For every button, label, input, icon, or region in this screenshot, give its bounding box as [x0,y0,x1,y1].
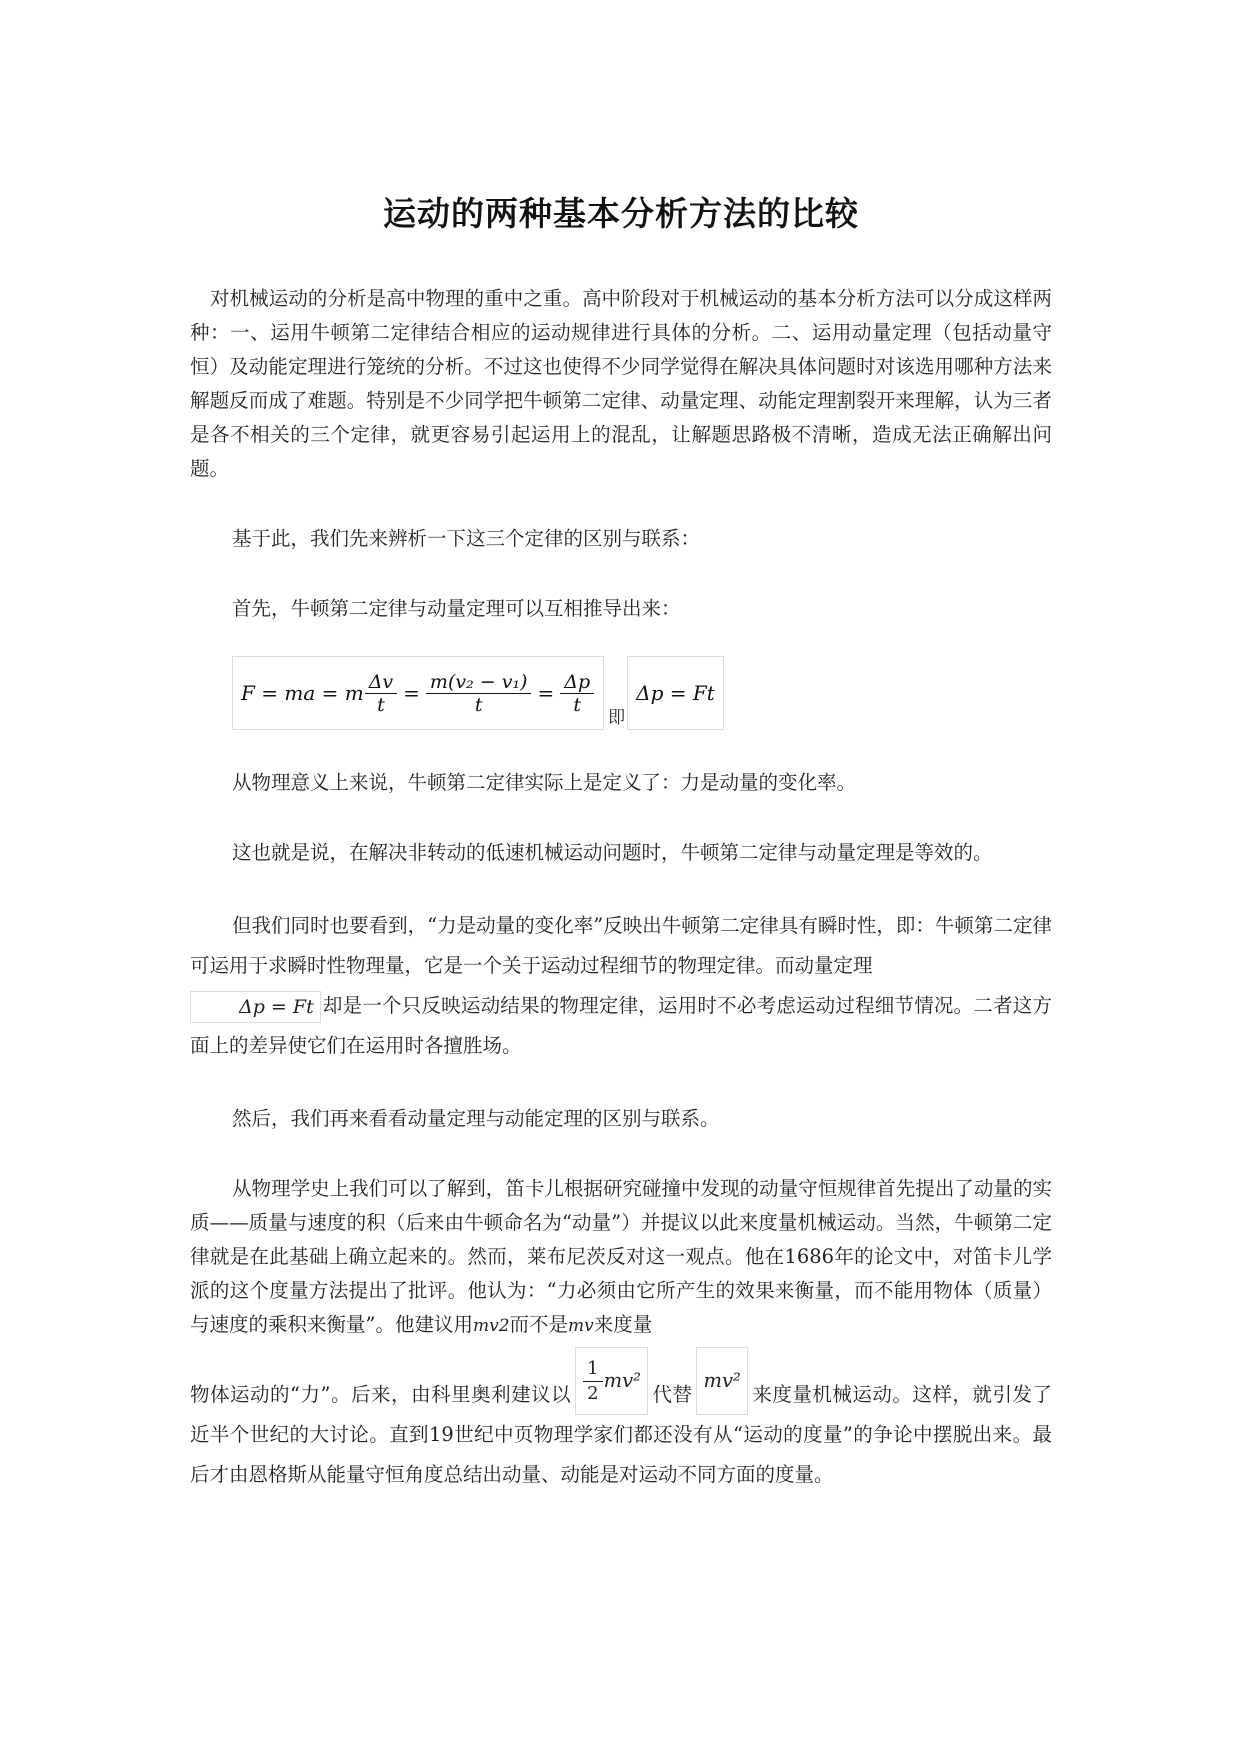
fraction-mdv-t: $\frac{\text{m(v₂ − v₁)}}{t}$ [428,671,530,716]
formula-mv2: mv² [696,1347,747,1415]
paragraph-intro: 对机械运动的分析是高中物理的重中之重。高中阶段对于机械运动的基本分析方法可以分成这样两种：一、运用牛顿第二定律结合相应的运动规律进行具体的分析。二、运用动量定理（包括动量守恒）及动能定理进行笼统的分析。不过这也使得不少同学觉得在解决具体问题时对该选用哪种方法来解题反而成了难题。特别是不少同学把牛顿第二定律、动量定理、动能定理割裂开来理解，认为三者是各不相关的三个定律，就更容易引起运用上的混乱，让解题思路极不清晰，造成无法正确解出问题。 [190,287,1052,480]
formula-newton-momentum [190,656,1052,730]
paragraph-then: 然后，我们再来看看动量定理与动能定理的区别与联系。 [232,1107,720,1130]
fraction-dv-t: $\frac{\Delta v}{t}$ [367,671,395,716]
formula-momentum-theorem: Δp = Ft [627,656,724,730]
paragraph-history: 从物理学史上我们可以了解到，笛卡儿根据研究碰撞中发现的动量守恒规律首先提出了动量的实质——质量与速度的积（后来由牛顿命名为“动量”）并提议以此来度量机械运动。当然，牛顿第二定律就是在此基础上确立起来的。然而，莱布尼茨反对这一观点。他在1686年的论文中，对笛卡儿学派的这个度量方法提出了批评。他认为：“力必须由它所产生的效果来衡量，而不能用物体（质量）与速度的乘积来衡量”。他建议用mv2而不是mv来度量 [190,1177,1052,1336]
formula-joiner: 即 [608,708,626,728]
document-page [190,192,1052,1495]
formula-equation-image: F = ma = m $\frac{\Delta v}{t}$ = $\frac{\text{m(v₂ − v₁)}}{t}$ = $\frac{\Delta p}{t}$ [232,656,604,730]
formula-lhs: F = ma = m [241,681,364,705]
paragraph-difference: 但我们同时也要看到，“力是动量的变化率”反映出牛顿第二定律具有瞬时性，即：牛顿第二定律可运用于求瞬时性物理量，它是一个关于运动过程细节的物理定律。而动量定理 Δp = Ft 却是一个只反映运动结果的物理定律，运用时不必考虑运动过程细节情况。二者这方面上的差异使它们在运用时各擅胜场。 [190,914,1052,1057]
paragraph-first: 首先，牛顿第二定律与动量定理可以互相推导出来： [232,597,681,620]
formula-half-mv2: $\frac{1}{2}$ mv² [575,1347,648,1415]
paragraph-equivalence: 这也就是说，在解决非转动的低速机械运动问题时，牛顿第二定律与动量定理是等效的。 [232,841,993,864]
inline-formula-momentum: Δp = Ft [190,991,321,1023]
paragraph-basis: 基于此，我们先来辨析一下这三个定律的区别与联系： [232,527,701,550]
fraction-dp-t: $\frac{\Delta p}{t}$ [562,671,592,716]
page-title: 运动的两种基本分析方法的比较 [383,194,859,233]
paragraph-history-cont: 物体运动的“力”。后来，由科里奥利建议以 $\frac{1}{2}$ mv² 代替mv²来度量机械运动。这样，就引发了近半个世纪的大讨论。直到19世纪中页物理学家们都还没有从“运动的度量”的争论中摆脱出来。最后才由恩格斯从能量守恒角度总结出动量、动能是对运动不同方面的度量。 [190,1347,1052,1495]
paragraph-physical-meaning: 从物理意义上来说，牛顿第二定律实际上是定义了：力是动量的变化率。 [232,771,857,794]
